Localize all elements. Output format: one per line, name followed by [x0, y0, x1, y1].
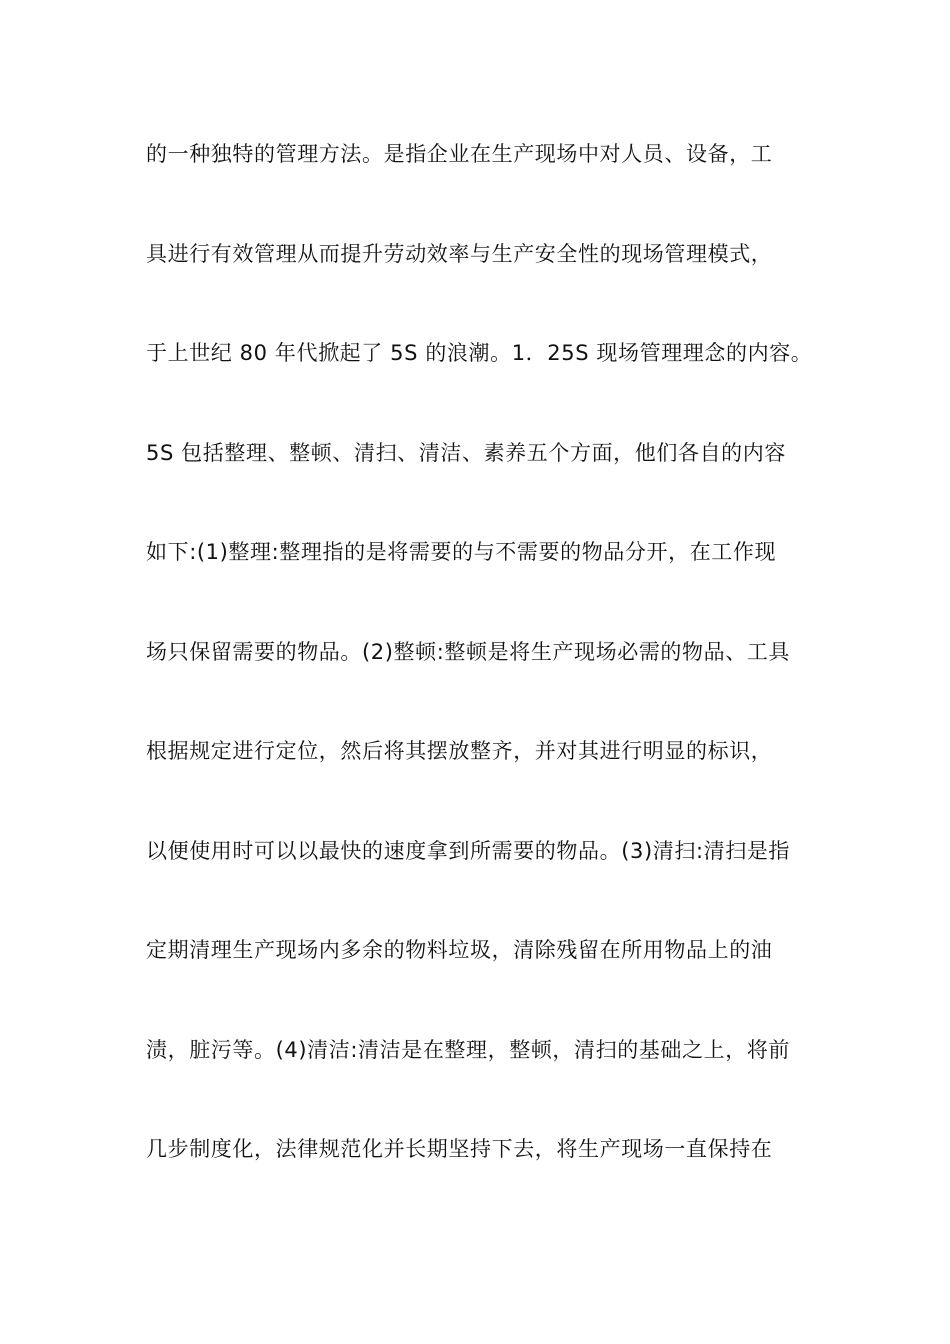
text-line: 以便使用时可以以最快的速度拿到所需要的物品。(3)清扫:清扫是指 [146, 838, 791, 863]
text-line: 根据规定进行定位，然后将其摆放整齐，并对其进行明显的标识， [146, 739, 773, 763]
text-line: 渍，脏污等。(4)清洁:清洁是在整理，整顿，清扫的基础之上，将前 [146, 1037, 791, 1062]
text-line: 于上世纪 80 年代掀起了 5S 的浪潮。1．25S 现场管理理念的内容。 [146, 341, 813, 365]
text-line: 如下:(1)整理:整理指的是将需要的与不需要的物品分开，在工作现 [146, 540, 777, 564]
text-line: 几步制度化，法律规范化并长期坚持下去，将生产现场一直保持在 [146, 1137, 773, 1161]
text-line: 场只保留需要的物品。(2)整顿:整顿是将生产现场必需的物品、工具 [146, 639, 791, 664]
body-text [146, 134, 846, 1229]
text-line: 定期清理生产现场内多余的物料垃圾，清除残留在所用物品上的油 [146, 938, 773, 962]
text-line: 的一种独特的管理方法。是指企业在生产现场中对人员、设备，工 [146, 142, 773, 166]
text-line: 5S 包括整理、整顿、清扫、清洁、素养五个方面，他们各自的内容 [146, 440, 786, 465]
text-line: 具进行有效管理从而提升劳动效率与生产安全性的现场管理模式， [146, 241, 773, 266]
